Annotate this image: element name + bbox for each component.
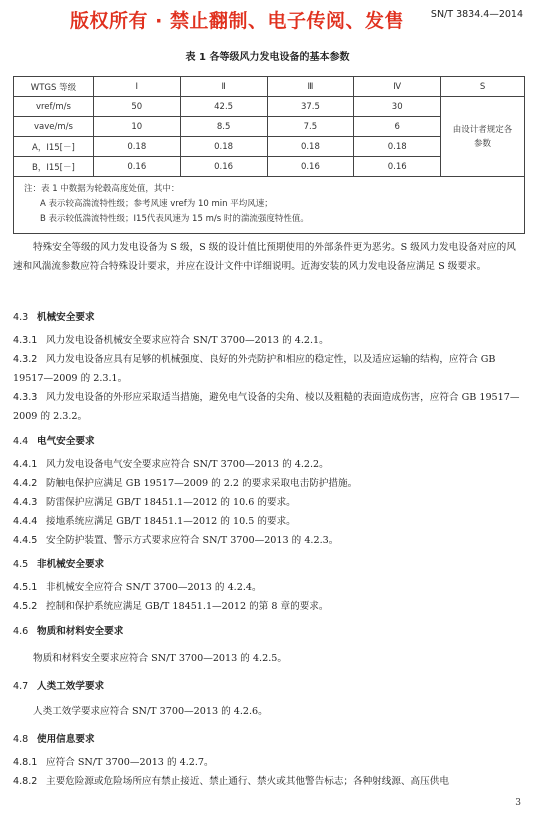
section-title: 非机械安全要求 [37, 559, 105, 570]
row-label: vref/m/s [14, 97, 94, 117]
clause-text: 应符合 SN/T 3700—2013 的 4.2.7。 [46, 757, 214, 768]
table-cell: 7.5 [267, 117, 354, 137]
section-number: 4.6 [13, 626, 29, 637]
table-note-row [14, 177, 525, 234]
table-cell: 6 [354, 117, 441, 137]
clause-number: 4.3.3 [13, 392, 38, 403]
header-cell: Ⅳ [354, 77, 441, 97]
table-cell: 8.5 [180, 117, 267, 137]
clause-number: 4.8.1 [13, 757, 38, 768]
header-cell: WTGS 等级 [14, 77, 94, 97]
row-label: vave/m/s [14, 117, 94, 137]
section-number: 4.3 [13, 312, 29, 323]
table-cell: 0.16 [267, 157, 354, 177]
clause-number: 4.4.2 [13, 478, 38, 489]
clause-4-3-2 [13, 350, 525, 388]
clause-4-3-3 [13, 388, 525, 426]
clause-number: 4.4.5 [13, 535, 38, 546]
note-line: B 表示较低湍流特性级；I15代表风速为 15 m/s 时的湍流强度特性值。 [40, 214, 309, 224]
table-cell: 0.18 [267, 137, 354, 157]
standard-number: SN/T 3834.4—2014 [430, 9, 523, 20]
table-row [14, 97, 525, 117]
clause-text: 非机械安全应符合 SN/T 3700—2013 的 4.2.4。 [46, 582, 262, 593]
page-number: 3 [515, 798, 521, 808]
clause-number: 4.4.1 [13, 459, 38, 470]
table-cell: 0.16 [180, 157, 267, 177]
clause-4-4-3 [13, 493, 525, 512]
clause-text: 防雷保护应满足 GB/T 18451.1—2012 的 10.6 的要求。 [46, 497, 296, 508]
table-cell: 0.18 [180, 137, 267, 157]
table-cell: 0.18 [354, 137, 441, 157]
clause-number: 4.4.4 [13, 516, 38, 527]
section-number: 4.7 [13, 681, 29, 692]
clause-4-4-5 [13, 531, 525, 550]
clause-number: 4.3.1 [13, 335, 38, 346]
clause-4-4-4 [13, 512, 525, 531]
section-number: 4.4 [13, 436, 29, 447]
copyright-watermark: 版权所有 · 禁止翻制、电子传阅、发售 [70, 10, 404, 32]
parameters-table [13, 76, 525, 234]
clause-text: 安全防护装置、警示方式要求应符合 SN/T 3700—2013 的 4.2.3。 [46, 535, 339, 546]
section-title: 机械安全要求 [37, 312, 95, 323]
clause-4-8-2 [13, 772, 525, 791]
paragraph-4-6: 物质和材料安全要求应符合 SN/T 3700—2013 的 4.2.5。 [33, 653, 287, 664]
table-cell: 0.16 [93, 157, 180, 177]
intro-paragraph [13, 238, 525, 276]
section-title: 物质和材料安全要求 [37, 626, 124, 637]
table-header-row [14, 77, 525, 97]
clause-text: 风力发电设备电气安全要求应符合 SN/T 3700—2013 的 4.2.2。 [46, 459, 329, 470]
note-line: A 表示较高湍流特性级；参考风速 vref为 10 min 平均风速； [40, 199, 273, 209]
section-number: 4.5 [13, 559, 29, 570]
clause-4-5-1 [13, 578, 525, 597]
header-cell: S [441, 77, 525, 97]
clause-text: 防触电保护应满足 GB 19517—2009 的 2.2 的要求采取电击防护措施。 [46, 478, 358, 489]
clause-text: 风力发电设备应具有足够的机械强度、良好的外壳防护和相应的稳定性，以及适应运输的结构，应符合 GB 19517—2009 的 2.3.1。 [13, 354, 496, 384]
row-label: A，I15[－] [14, 137, 94, 157]
clause-text: 接地系统应满足 GB/T 18451.1—2012 的 10.5 的要求。 [46, 516, 296, 527]
header-cell: Ⅲ [267, 77, 354, 97]
section-heading-4-7 [13, 678, 104, 692]
clause-text: 主要危险源或危险场所应有禁止接近、禁止通行、禁火或其他警告标志；各种射线源、高压供电 [46, 776, 449, 787]
s-class-cell [441, 97, 525, 177]
clause-4-5-2 [13, 597, 525, 616]
clause-number: 4.5.1 [13, 582, 38, 593]
clause-number: 4.4.3 [13, 497, 38, 508]
header-cell: Ⅱ [180, 77, 267, 97]
row-label: B，I15[－] [14, 157, 94, 177]
section-heading-4-5 [13, 556, 104, 570]
section-heading-4-6 [13, 623, 123, 637]
section-heading-4-8 [13, 731, 95, 745]
clause-text: 风力发电设备的外形应采取适当措施，避免电气设备的尖角、棱以及粗糙的表面造成伤害，应符合 GB 19517—2009 的 2.3.2。 [13, 392, 520, 422]
table-cell: 10 [93, 117, 180, 137]
paragraph-4-7: 人类工效学要求应符合 SN/T 3700—2013 的 4.2.6。 [33, 706, 268, 717]
clause-text: 控制和保护系统应满足 GB/T 18451.1—2012 的第 8 章的要求。 [46, 601, 329, 612]
header-cell: Ⅰ [93, 77, 180, 97]
section-title: 使用信息要求 [37, 734, 95, 745]
s-class-text: 由设计者规定各参数 [452, 124, 513, 149]
clause-number: 4.8.2 [13, 776, 38, 787]
table-cell: 37.5 [267, 97, 354, 117]
clause-number: 4.3.2 [13, 354, 38, 365]
section-title: 电气安全要求 [37, 436, 95, 447]
section-heading-4-4 [13, 433, 95, 447]
table-cell: 0.16 [354, 157, 441, 177]
section-title: 人类工效学要求 [37, 681, 105, 692]
table-caption: 表 1 各等级风力发电设备的基本参数 [185, 52, 350, 63]
table-note [14, 177, 525, 234]
clause-4-4-2 [13, 474, 525, 493]
table-cell: 0.18 [93, 137, 180, 157]
table-cell: 42.5 [180, 97, 267, 117]
table-cell: 30 [354, 97, 441, 117]
clause-4-4-1 [13, 455, 525, 474]
section-number: 4.8 [13, 734, 29, 745]
note-line: 注：表 1 中数据为轮毂高度处值，其中： [24, 184, 180, 194]
clause-text: 风力发电设备机械安全要求应符合 SN/T 3700—2013 的 4.2.1。 [46, 335, 329, 346]
table-cell: 50 [93, 97, 180, 117]
clause-4-3-1 [13, 331, 525, 350]
clause-number: 4.5.2 [13, 601, 38, 612]
section-heading-4-3 [13, 309, 95, 323]
paragraph-text: 特殊安全等级的风力发电设备为 S 级，S 级的设计值比预期使用的外部条件更为恶劣。S 级风力发电设备对应的风速和风湍流参数应符合特殊设计要求，并应在设计文件中详细说明。近海安装的风力发电设备应满足 S 级要求。 [13, 242, 516, 272]
clause-4-8-1 [13, 753, 525, 772]
